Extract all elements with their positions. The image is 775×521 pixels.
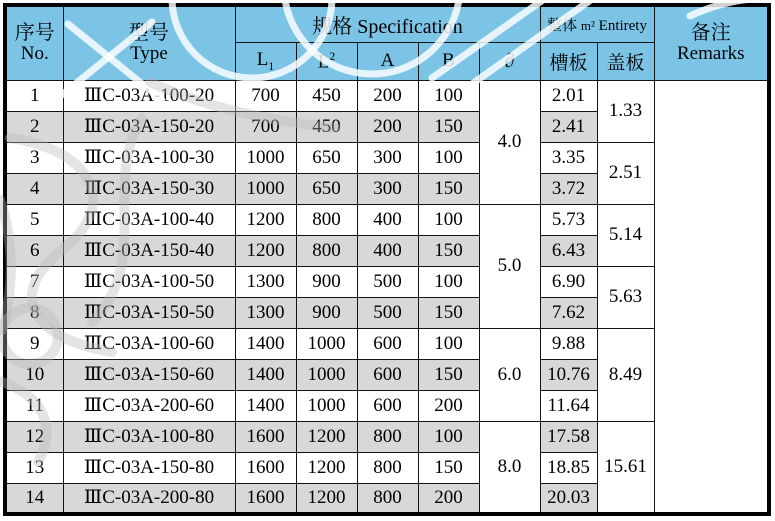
- header-entirety-zh: 整体: [547, 17, 578, 34]
- cell-trough: 11.64: [540, 390, 597, 421]
- cell-b: 100: [418, 142, 479, 173]
- cell-l1: 1600: [235, 421, 296, 452]
- cell-l1: 1400: [235, 328, 296, 359]
- table-row: [5, 80, 769, 111]
- cell-trough: 9.88: [540, 328, 597, 359]
- spec-table: [3, 3, 771, 516]
- cell-trough: 17.58: [540, 421, 597, 452]
- cell-remarks: [654, 80, 769, 514]
- cell-l2: 450: [296, 111, 357, 142]
- cell-cover: 15.61: [597, 421, 654, 514]
- cell-no: 4: [5, 173, 63, 204]
- cell-b: 150: [418, 235, 479, 266]
- cell-l2: 1200: [296, 483, 357, 514]
- cell-a: 800: [357, 421, 418, 452]
- cell-type: ⅢC-03A-150-30: [63, 173, 235, 204]
- cell-l2: 1000: [296, 328, 357, 359]
- cell-no: 5: [5, 204, 63, 235]
- cell-l1: 1400: [235, 359, 296, 390]
- cell-type: ⅢC-03A-150-60: [63, 359, 235, 390]
- cell-b: 100: [418, 204, 479, 235]
- header-no-en: No.: [20, 43, 49, 65]
- cell-b: 100: [418, 80, 479, 111]
- cell-l2: 900: [296, 266, 357, 297]
- cell-no: 6: [5, 235, 63, 266]
- header-a: A: [357, 42, 418, 80]
- cell-type: ⅢC-03A-100-30: [63, 142, 235, 173]
- cell-type: ⅢC-03A-100-20: [63, 80, 235, 111]
- table-body: [5, 80, 769, 514]
- cell-type: ⅢC-03A-100-80: [63, 421, 235, 452]
- cell-delta: 4.0: [479, 80, 540, 204]
- cell-l1: 1300: [235, 297, 296, 328]
- cell-l1: 1300: [235, 266, 296, 297]
- cell-a: 400: [357, 204, 418, 235]
- cell-b: 150: [418, 111, 479, 142]
- cell-cover: 5.63: [597, 266, 654, 328]
- cell-a: 200: [357, 111, 418, 142]
- cell-l1: 700: [235, 111, 296, 142]
- cell-a: 200: [357, 80, 418, 111]
- cell-delta: 5.0: [479, 204, 540, 328]
- cell-a: 800: [357, 452, 418, 483]
- header-no-zh: 序号: [14, 22, 55, 45]
- cell-no: 13: [5, 452, 63, 483]
- cell-a: 600: [357, 390, 418, 421]
- cell-b: 150: [418, 297, 479, 328]
- header-trough-plate: 槽板: [540, 42, 597, 80]
- cell-no: 1: [5, 80, 63, 111]
- cell-cover: 2.51: [597, 142, 654, 204]
- cell-l1: 1200: [235, 235, 296, 266]
- cell-trough: 6.43: [540, 235, 597, 266]
- cell-no: 14: [5, 483, 63, 514]
- cell-no: 11: [5, 390, 63, 421]
- cell-a: 600: [357, 328, 418, 359]
- cell-type: ⅢC-03A-100-50: [63, 266, 235, 297]
- header-entirety-unit: m²: [580, 17, 595, 33]
- cell-type: ⅢC-03A-100-60: [63, 328, 235, 359]
- header-b: B: [418, 42, 479, 80]
- cell-trough: 2.01: [540, 80, 597, 111]
- cell-l2: 650: [296, 142, 357, 173]
- cell-cover: 5.14: [597, 204, 654, 266]
- header-no: [5, 5, 63, 80]
- header-l2: $L^2$: [296, 42, 357, 80]
- cell-trough: 18.85: [540, 452, 597, 483]
- cell-trough: 20.03: [540, 483, 597, 514]
- cell-l2: 650: [296, 173, 357, 204]
- header-type: [63, 5, 235, 80]
- cell-trough: 10.76: [540, 359, 597, 390]
- cell-type: ⅢC-03A-100-40: [63, 204, 235, 235]
- cell-l2: 1200: [296, 452, 357, 483]
- header-remarks-zh: 备注: [690, 22, 731, 45]
- cell-a: 600: [357, 359, 418, 390]
- cell-a: 400: [357, 235, 418, 266]
- cell-l1: 1400: [235, 390, 296, 421]
- cell-type: ⅢC-03A-150-50: [63, 297, 235, 328]
- cell-trough: 3.35: [540, 142, 597, 173]
- cell-l1: 1000: [235, 173, 296, 204]
- header-entirety: [540, 5, 654, 42]
- cell-l1: 1600: [235, 452, 296, 483]
- cell-no: 9: [5, 328, 63, 359]
- cell-trough: 6.90: [540, 266, 597, 297]
- cell-b: 200: [418, 390, 479, 421]
- cell-no: 12: [5, 421, 63, 452]
- cell-no: 10: [5, 359, 63, 390]
- cell-b: 150: [418, 173, 479, 204]
- cell-b: 150: [418, 452, 479, 483]
- cell-type: ⅢC-03A-150-80: [63, 452, 235, 483]
- cell-type: ⅢC-03A-200-60: [63, 390, 235, 421]
- cell-trough: 3.72: [540, 173, 597, 204]
- cell-no: 2: [5, 111, 63, 142]
- cell-l1: 700: [235, 80, 296, 111]
- header-delta: ∂: [479, 42, 540, 80]
- cell-b: 100: [418, 421, 479, 452]
- cell-trough: 5.73: [540, 204, 597, 235]
- cell-l2: 1000: [296, 390, 357, 421]
- cell-type: ⅢC-03A-150-40: [63, 235, 235, 266]
- header-specification: 规格 Specification: [235, 5, 540, 42]
- header-type-zh: 型号: [129, 22, 169, 45]
- cell-cover: 1.33: [597, 80, 654, 142]
- cell-b: 100: [418, 328, 479, 359]
- cell-a: 300: [357, 173, 418, 204]
- cell-l2: 1000: [296, 359, 357, 390]
- header-l1: $L_1$: [235, 42, 296, 80]
- cell-delta: 8.0: [479, 421, 540, 514]
- cell-b: 150: [418, 359, 479, 390]
- header-type-en: Type: [130, 43, 168, 65]
- cell-a: 800: [357, 483, 418, 514]
- cell-cover: 8.49: [597, 328, 654, 421]
- cell-a: 300: [357, 142, 418, 173]
- cell-l1: 1600: [235, 483, 296, 514]
- cell-b: 100: [418, 266, 479, 297]
- cell-a: 500: [357, 297, 418, 328]
- cell-no: 7: [5, 266, 63, 297]
- table-header: [5, 5, 769, 80]
- header-cover-plate: 盖板: [597, 42, 654, 80]
- cell-trough: 2.41: [540, 111, 597, 142]
- cell-l2: 800: [296, 204, 357, 235]
- cell-a: 500: [357, 266, 418, 297]
- cell-l2: 1200: [296, 421, 357, 452]
- cell-b: 200: [418, 483, 479, 514]
- cell-l1: 1200: [235, 204, 296, 235]
- cell-l2: 900: [296, 297, 357, 328]
- cell-l2: 800: [296, 235, 357, 266]
- cell-no: 8: [5, 297, 63, 328]
- cell-l2: 450: [296, 80, 357, 111]
- header-remarks-en: Remarks: [677, 43, 745, 65]
- header-entirety-en: Entirety: [598, 17, 647, 34]
- cell-trough: 7.62: [540, 297, 597, 328]
- cell-type: ⅢC-03A-200-80: [63, 483, 235, 514]
- cell-no: 3: [5, 142, 63, 173]
- cell-type: ⅢC-03A-150-20: [63, 111, 235, 142]
- cell-l1: 1000: [235, 142, 296, 173]
- cell-delta: 6.0: [479, 328, 540, 421]
- header-remarks: [654, 5, 769, 80]
